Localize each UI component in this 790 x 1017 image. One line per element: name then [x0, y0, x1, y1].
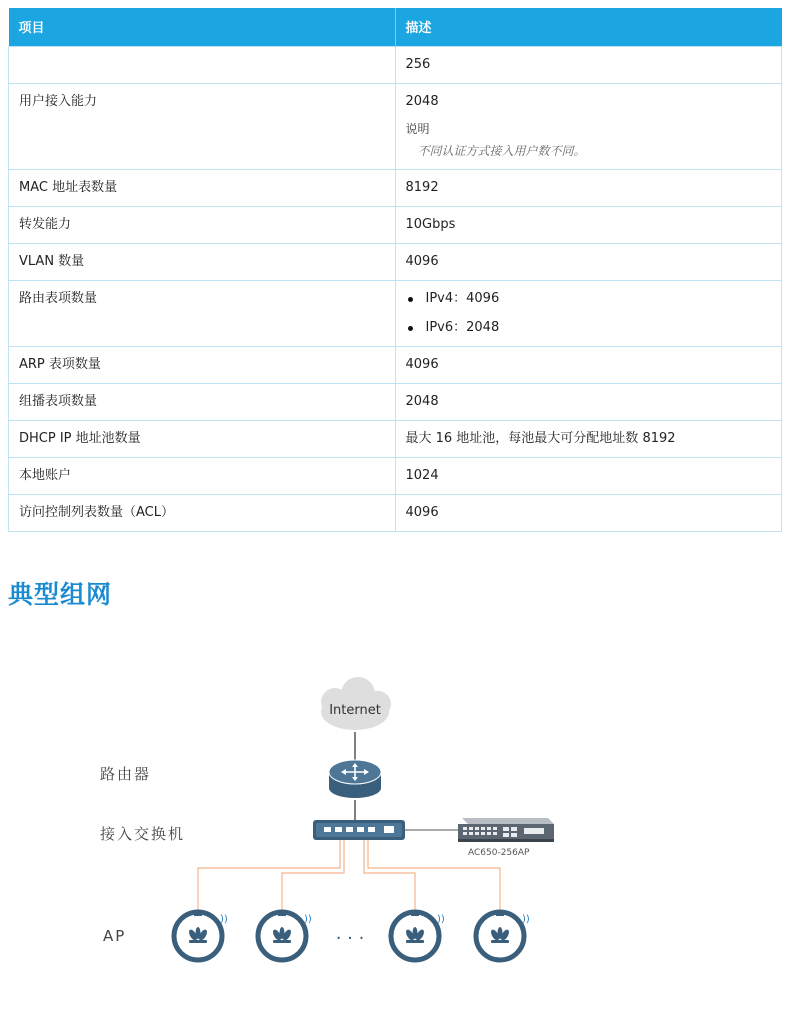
network-diagram [0, 620, 790, 1017]
table-row [9, 420, 782, 457]
header-description: 描述 [395, 8, 782, 46]
row-value: 256 [395, 46, 782, 83]
table-row [9, 457, 782, 494]
list-item: IPv4：4096 [406, 291, 772, 307]
row-value: 最大 16 地址池，每池最大可分配地址数 8192 [395, 420, 782, 457]
wifi-icon: )) [437, 914, 445, 925]
row-item: 用户接入能力 [9, 83, 396, 169]
wifi-icon: )) [522, 914, 530, 925]
cloud-label: Internet [329, 703, 381, 718]
table-row [9, 494, 782, 531]
row-item [9, 46, 396, 83]
table-row [9, 280, 782, 346]
row-value: 4096 [395, 243, 782, 280]
router-icon [329, 760, 381, 798]
row-item: 路由表项数量 [9, 280, 396, 346]
ap-icon [476, 911, 530, 960]
table-row [9, 346, 782, 383]
note-title: 说明 [405, 121, 430, 136]
row-value: 2048 [395, 383, 782, 420]
row-value: 10Gbps [395, 206, 782, 243]
access-switch-icon [313, 820, 405, 840]
ac-caption: AC650-256AP [468, 848, 530, 858]
row-item: 本地账户 [9, 457, 396, 494]
link-ap-2 [282, 840, 344, 915]
row-item: ARP 表项数量 [9, 346, 396, 383]
ap-icon [391, 911, 445, 960]
network-diagram-svg [0, 620, 790, 1017]
row-item: DHCP IP 地址池数量 [9, 420, 396, 457]
ap-icon [174, 911, 228, 960]
row-value: 4096 [395, 494, 782, 531]
row-value-cell [395, 83, 782, 169]
link-ap-3 [364, 840, 415, 915]
ap-ellipsis: · · · [335, 928, 365, 949]
bullet-list [406, 291, 772, 336]
row-item: MAC 地址表数量 [9, 169, 396, 206]
row-value-cell [395, 280, 782, 346]
table-row [9, 243, 782, 280]
row-item: 访问控制列表数量（ACL） [9, 494, 396, 531]
router-label: 路由器 [100, 765, 152, 783]
ap-label: AP [103, 927, 127, 945]
internet-cloud-icon [321, 677, 391, 730]
table-row [9, 206, 782, 243]
switch-label: 接入交换机 [100, 825, 186, 843]
wifi-icon: )) [304, 914, 312, 925]
ap-group [174, 911, 530, 960]
row-value: 4096 [395, 346, 782, 383]
list-item: IPv6：2048 [406, 320, 772, 336]
table-row [9, 83, 782, 169]
section-title: 典型组网 [8, 580, 113, 609]
header-item: 项目 [9, 8, 396, 46]
row-value: 1024 [395, 457, 782, 494]
table-row [9, 383, 782, 420]
table-row [9, 169, 782, 206]
ap-icon [258, 911, 312, 960]
spec-table [8, 8, 782, 532]
ac-device-icon [458, 818, 554, 842]
link-ap-1 [198, 840, 340, 915]
row-item: 转发能力 [9, 206, 396, 243]
table-header-row [9, 8, 782, 46]
row-item: VLAN 数量 [9, 243, 396, 280]
table-row [9, 46, 782, 83]
orange-ap-links [198, 840, 500, 915]
row-item: 组播表项数量 [9, 383, 396, 420]
note-body: 不同认证方式接入用户数不同。 [417, 143, 586, 158]
wifi-icon: )) [220, 914, 228, 925]
row-value: 2048 [405, 93, 439, 109]
row-value: 8192 [395, 169, 782, 206]
